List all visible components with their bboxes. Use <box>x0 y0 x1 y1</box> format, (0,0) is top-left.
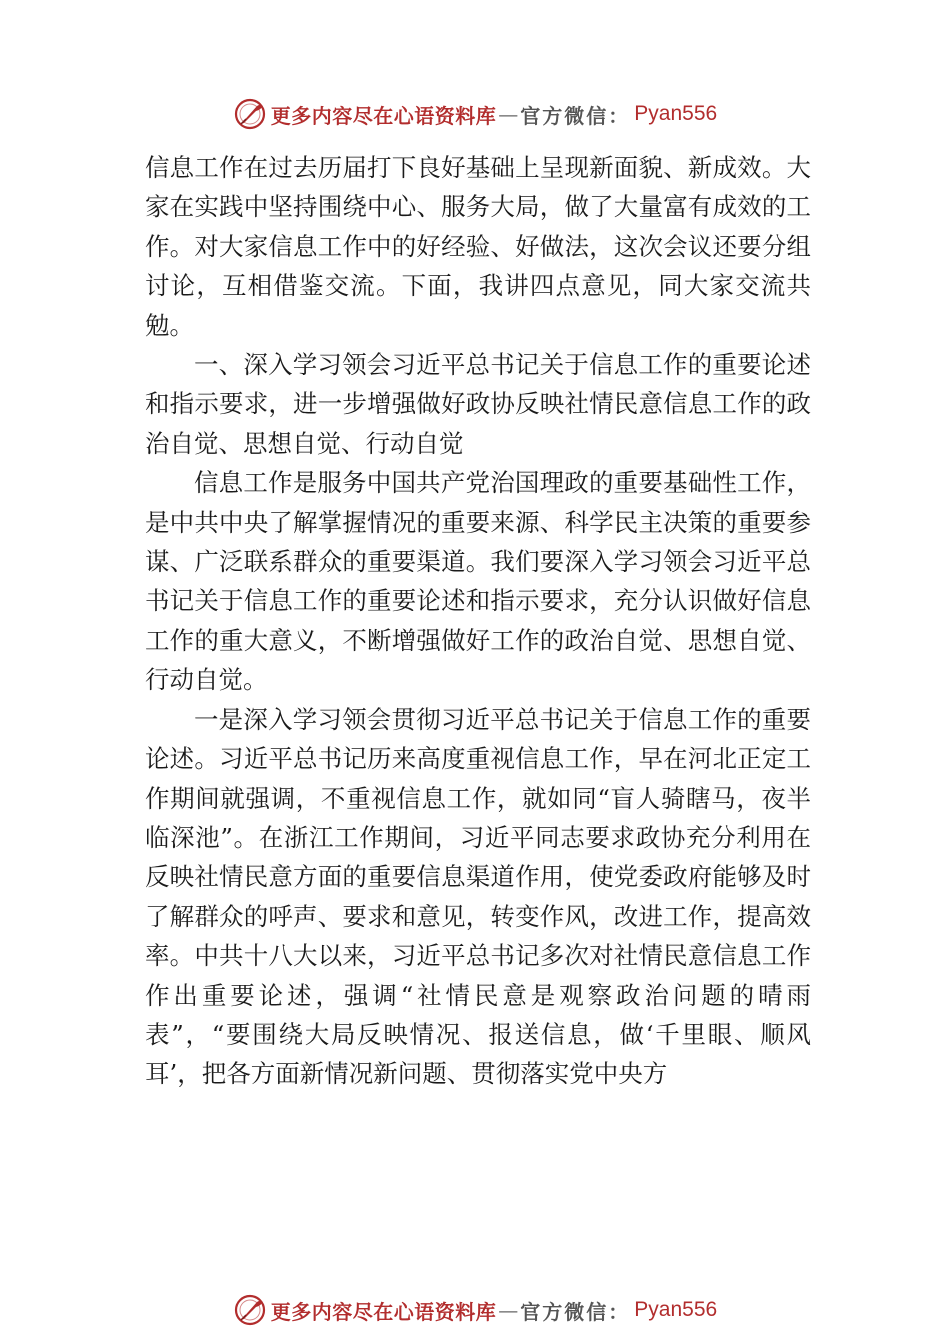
document-body <box>145 148 811 1094</box>
paragraph-point-one: 一是深入学习领会贯彻习近平总书记关于信息工作的重要论述。习近平总书记历来高度重视信息工作，早在河北正定工作期间就强调，不重视信息工作，就如同“盲人骑瞎马，夜半临深池”。在浙江工作期间，习近平同志要求政协充分利用在反映社情民意方面的重要信息渠道作用，使党委政府能够及时了解群众的呼声、要求和意见，转变作风，改进工作，提高效率。中共十八大以来，习近平总书记多次对社情民意信息工作作出重要论述，强调“社情民意是观察政治问题的晴雨表”，“要围绕大局反映情况、报送信息，做‘千里眼、顺风耳’，把各方面新情况新问题、贯彻落实党中央方 <box>145 704 811 1089</box>
banner-wechat-label: 官方微信： <box>520 1299 631 1324</box>
header-banner <box>0 94 950 134</box>
banner-wechat-id: Pyan556 <box>634 102 718 125</box>
banner-text: 更多内容尽在心语资料库 <box>270 1299 497 1324</box>
banner-dash: — <box>498 1298 519 1322</box>
banner-wechat-label: 官方微信： <box>520 103 631 128</box>
paragraph-info-work-significance: 信息工作是服务中国共产党治国理政的重要基础性工作，是中共中央了解掌握情况的重要来源、科学民主决策的重要参谋、广泛联系群众的重要渠道。我们要深入学习领会习近平总书记关于信息工作的重要论述和指示要求，充分认识做好信息工作的重大意义，不断增强做好工作的政治自觉、思想自觉、行动自觉。 <box>145 468 811 695</box>
paragraph-intro-continuation: 信息工作在过去历届打下良好基础上呈现新面貌、新成效。大家在实践中坚持围绕中心、服务大局，做了大量富有成效的工作。对大家信息工作中的好经验、好做法，这次会议还要分组讨论，互相借鉴交流。下面，我讲四点意见，同大家交流共勉。 <box>145 153 811 340</box>
quill-logo-icon <box>233 1293 267 1327</box>
banner-dash: — <box>498 102 519 126</box>
banner-text: 更多内容尽在心语资料库 <box>270 103 497 128</box>
quill-logo-icon <box>233 97 267 131</box>
banner-wechat-id: Pyan556 <box>634 1298 718 1321</box>
section-heading-one: 一、深入学习领会习近平总书记关于信息工作的重要论述和指示要求，进一步增强做好政协反映社情民意信息工作的政治自觉、思想自觉、行动自觉 <box>145 350 811 458</box>
footer-banner <box>0 1290 950 1330</box>
